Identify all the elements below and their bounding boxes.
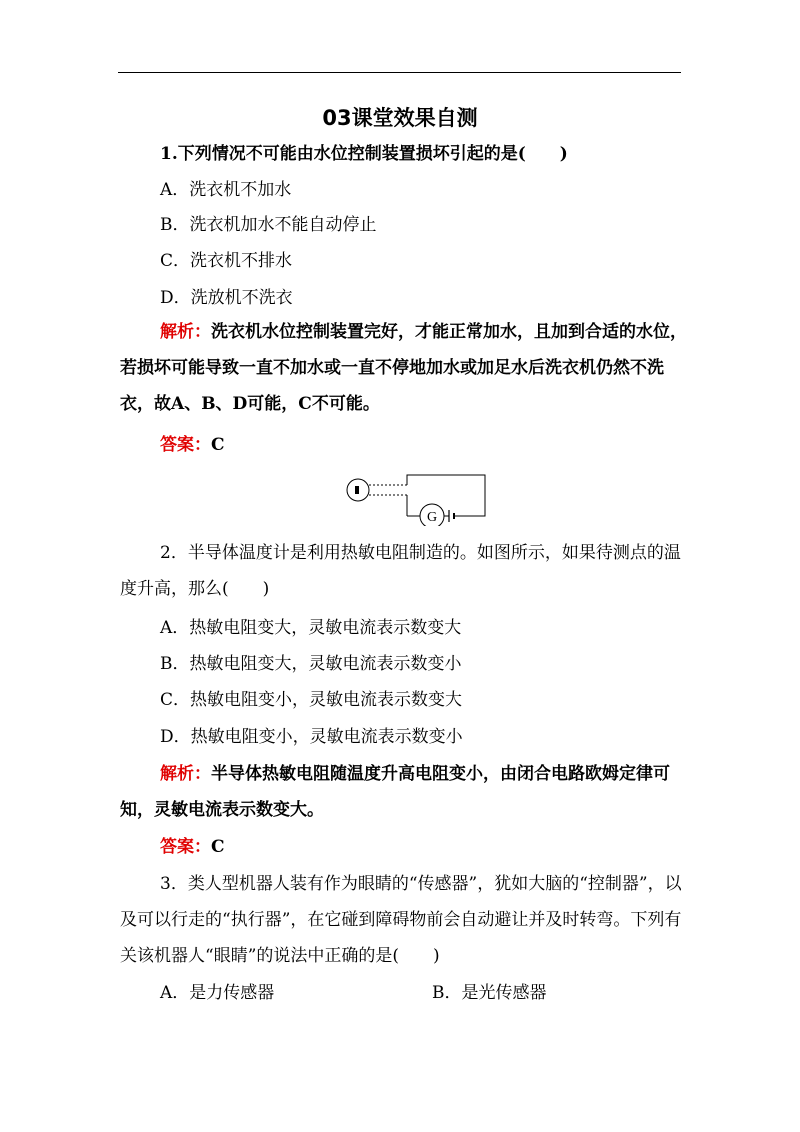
q2-option-a: A．热敏电阻变大，灵敏电流表示数变大	[160, 618, 462, 638]
circuit-wire-right	[407, 475, 485, 516]
q2-analysis	[120, 756, 690, 828]
q1-option-a: A．洗衣机不加水	[160, 180, 292, 200]
q3-stem: 3．类人型机器人装有作为眼睛的“传感器”，犹如大脑的“控制器”，以及可以行走的“执行器”，在它碰到障碍物前会自动避让并及时转弯。下列有关该机器人“眼睛”的说法中正确的是( )	[120, 874, 682, 966]
q2-option-c: C．热敏电阻变小，灵敏电流表示数变大	[160, 690, 463, 710]
q2-answer-value: C	[211, 837, 225, 857]
galvanometer-label: G	[426, 510, 438, 525]
q1-option-d: D．洗放机不洗衣	[160, 288, 293, 308]
q2-answer-label: 答案：	[160, 837, 211, 857]
q2-answer	[160, 835, 225, 859]
page-title: 03课堂效果自测	[322, 106, 478, 130]
q2-stem: 2．半导体温度计是利用热敏电阻制造的。如图所示，如果待测点的温度升高，那么( )	[120, 543, 681, 599]
q3-option-b: B．是光传感器	[432, 983, 547, 1003]
q2-analysis-label: 解析：	[160, 764, 211, 784]
q1-stem: 1.下列情况不可能由水位控制装置损坏引起的是( )	[160, 144, 568, 164]
q1-answer	[160, 433, 225, 457]
q2-option-b: B．热敏电阻变大，灵敏电流表示数变小	[160, 654, 462, 674]
q1-option-b: B．洗衣机加水不能自动停止	[160, 215, 377, 235]
q1-analysis-text: 洗衣机水位控制装置完好，才能正常加水，且加到合适的水位，若损坏可能导致一直不加水或一直不停地加水或加足水后洗衣机仍然不洗衣，故A、B、D可能，C不可能。	[120, 322, 687, 414]
thermistor-element	[355, 486, 359, 494]
q1-analysis	[120, 314, 690, 422]
circuit-figure	[343, 470, 493, 526]
header-rule	[118, 72, 681, 73]
q1-analysis-label: 解析：	[160, 322, 211, 342]
q2-analysis-text: 半导体热敏电阻随温度升高电阻变小，由闭合电路欧姆定律可知，灵敏电流表示数变大。	[120, 764, 670, 820]
q1-answer-label: 答案：	[160, 435, 211, 455]
q1-option-c: C．洗衣机不排水	[160, 251, 293, 271]
q3-option-a: A．是力传感器	[160, 983, 275, 1003]
q1-answer-value: C	[211, 435, 225, 455]
q2-option-d: D．热敏电阻变小，灵敏电流表示数变小	[160, 727, 463, 747]
